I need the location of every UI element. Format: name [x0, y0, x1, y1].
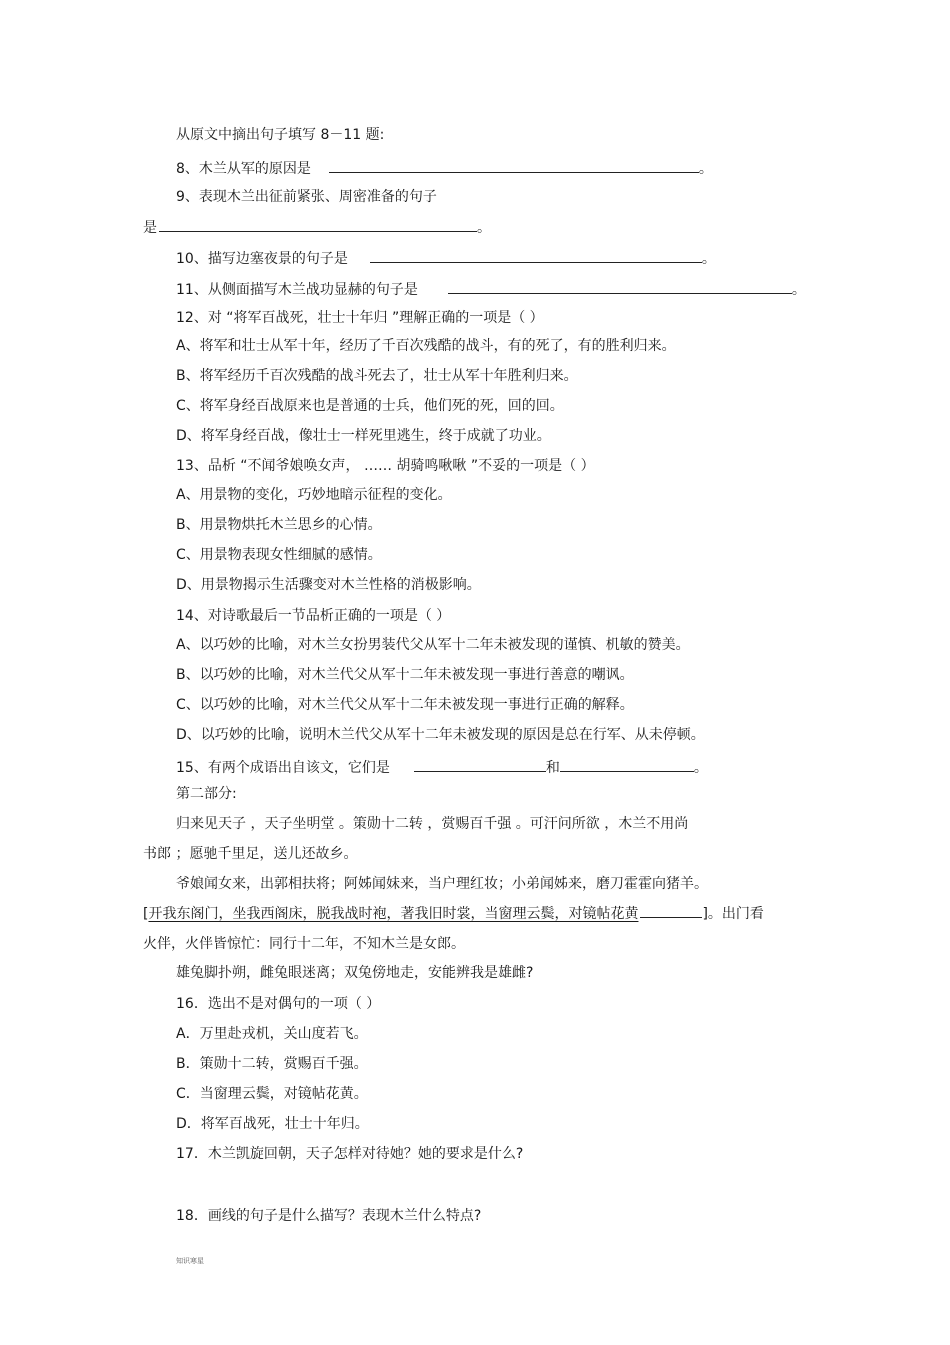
- passage-line: 归来见天子 ，天子坐明堂 。策勋十二转 ，赏赐百千强 。可汗问所欲 ，木兰不用尚: [176, 816, 689, 832]
- option: A．万里赴戎机，关山度若飞。: [176, 1026, 368, 1042]
- question-9: 9、表现木兰出征前紧张、周密准备的句子: [176, 189, 437, 205]
- question-8: [176, 158, 713, 178]
- option: B、用景物烘托木兰思乡的心情。: [176, 517, 382, 533]
- option: D、以巧妙的比喻，说明木兰代父从军十二年未被发现的原因是总在行军、从未停顿。: [176, 727, 705, 743]
- passage-line: 书郎 ；愿驰千里足，送儿还故乡。: [143, 846, 358, 862]
- option: A、将军和壮士从军十年，经历了千百次残酷的战斗，有的死了，有的胜利归来。: [176, 338, 676, 354]
- answer-blank[interactable]: [560, 757, 694, 772]
- question-11: [176, 279, 806, 299]
- question-14-stem: 14、对诗歌最后一节品析正确的一项是（ ）: [176, 608, 451, 624]
- option: B．策勋十二转，赏赐百千强。: [176, 1056, 368, 1072]
- answer-blank[interactable]: [414, 757, 546, 772]
- option: C、用景物表现女性细腻的感情。: [176, 547, 382, 563]
- period: 。: [701, 251, 716, 267]
- bracket-open: [: [143, 906, 149, 922]
- footer-text: 知识寒星: [176, 1257, 204, 1265]
- option: C．当窗理云鬓，对镜帖花黄。: [176, 1086, 368, 1102]
- question-18: 18．画线的句子是什么描写？表现木兰什么特点?: [176, 1208, 482, 1224]
- passage-line: 雄兔脚扑朔，雌兔眼迷离；双兔傍地走，安能辨我是雄雌?: [176, 965, 534, 981]
- question-12-stem: 12、对 “将军百战死，壮士十年归 ”理解正确的一项是（ ）: [176, 310, 544, 326]
- period: 。: [698, 161, 713, 177]
- question-17: 17．木兰凯旋回朝，天子怎样对待她？她的要求是什么?: [176, 1146, 524, 1162]
- answer-blank[interactable]: [370, 248, 702, 263]
- passage-line: 火伴，火伴皆惊忙：同行十二年，不知木兰是女郎。: [143, 936, 465, 952]
- passage-line: 爷娘闻女来，出郭相扶将；阿姊闻妹来，当户理红妆；小弟闻姊来，磨刀霍霍向猪羊。: [176, 876, 708, 892]
- answer-blank[interactable]: [329, 158, 699, 173]
- question-15-label: 15、有两个成语出自该文，它们是: [176, 760, 390, 776]
- section-heading: 从原文中摘出句子填写 8－11 题:: [176, 127, 385, 143]
- period: 。: [791, 282, 806, 298]
- period: 。: [477, 220, 491, 236]
- option: A、用景物的变化，巧妙地暗示征程的变化。: [176, 487, 452, 503]
- question-10-label: 10、描写边塞夜景的句子是: [176, 251, 348, 267]
- passage-underlined-line: [143, 905, 764, 923]
- question-10: [176, 248, 716, 268]
- underlined-sentence: 开我东阁门，坐我西阁床，脱我战时袍，著我旧时裳，当窗理云鬓，对镜帖花黄: [148, 906, 639, 922]
- question-9-cont-text: 是: [143, 220, 157, 236]
- and-text: 和: [545, 760, 560, 776]
- option: C、将军身经百战原来也是普通的士兵，他们死的死，回的回。: [176, 398, 564, 414]
- option: D、将军身经百战，像壮士一样死里逃生，终于成就了功业。: [176, 428, 551, 444]
- option: D、用景物揭示生活骤变对木兰性格的消极影响。: [176, 577, 481, 593]
- question-16-stem: 16．选出不是对偶句的一项（ ）: [176, 996, 381, 1012]
- option: A、以巧妙的比喻，对木兰女扮男装代父从军十二年未被发现的谨慎、机敏的赞美。: [176, 637, 690, 653]
- bracket-close: ]。出门看: [702, 906, 764, 922]
- option: B、以巧妙的比喻，对木兰代父从军十二年未被发现一事进行善意的嘲讽。: [176, 667, 634, 683]
- part-two-heading: 第二部分:: [176, 786, 237, 802]
- option: B、将军经历千百次残酷的战斗死去了，壮士从军十年胜利归来。: [176, 368, 578, 384]
- answer-blank[interactable]: [448, 279, 792, 294]
- question-8-label: 8、木兰从军的原因是: [176, 161, 311, 177]
- question-13-stem: 13、品析 “不闻爷娘唤女声， …… 胡骑鸣啾啾 ”不妥的一项是（ ）: [176, 458, 595, 474]
- question-11-label: 11、从侧面描写木兰战功显赫的句子是: [176, 282, 418, 298]
- question-15: [176, 757, 708, 777]
- option: D．将军百战死，壮士十年归。: [176, 1116, 369, 1132]
- period: 。: [693, 760, 708, 776]
- underline-tail: [640, 905, 702, 918]
- option: C、以巧妙的比喻，对木兰代父从军十二年未被发现一事进行正确的解释。: [176, 697, 634, 713]
- answer-blank[interactable]: [159, 217, 477, 232]
- question-9-continuation: [143, 217, 491, 237]
